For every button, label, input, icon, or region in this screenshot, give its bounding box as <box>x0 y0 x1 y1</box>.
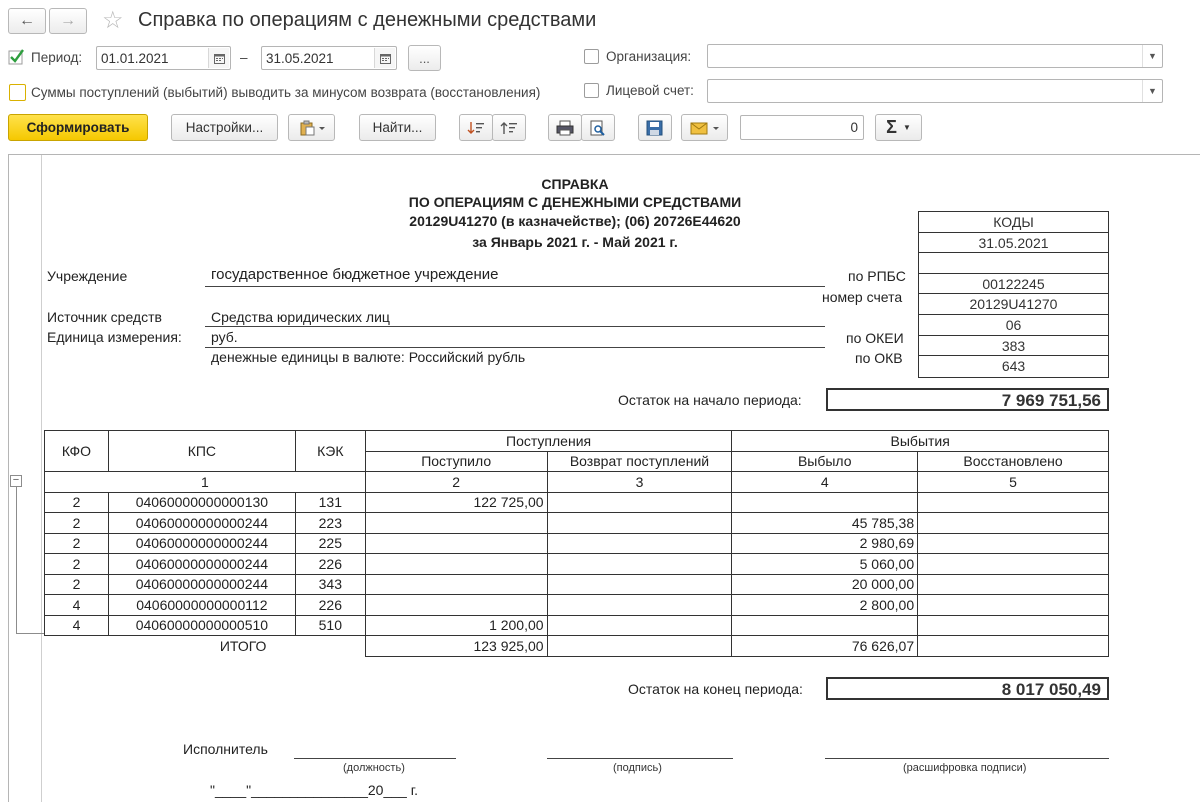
cell-spent <box>732 492 918 513</box>
calendar-icon[interactable] <box>208 48 229 68</box>
group-divider <box>41 155 42 802</box>
save-icon <box>646 120 664 136</box>
cell-restored <box>918 595 1109 616</box>
organization-label: Организация: <box>606 49 692 64</box>
back-button[interactable] <box>8 8 46 34</box>
cell-received <box>365 533 547 554</box>
find-button[interactable]: Найти... <box>359 114 436 141</box>
cell-spent <box>732 615 918 636</box>
settings-button[interactable]: Настройки... <box>171 114 278 141</box>
institution-value: государственное бюджетное учреждение <box>211 266 499 283</box>
codes-table <box>918 211 1109 378</box>
cell-received <box>365 574 547 595</box>
signature-caption: (подпись) <box>613 762 662 774</box>
code-account: 20129U41270 <box>919 294 1108 315</box>
operations-table <box>44 430 1109 657</box>
cell-kps: 04060000000000112 <box>108 595 295 616</box>
cell-kek: 343 <box>295 574 365 595</box>
cell-kfo: 2 <box>45 574 109 595</box>
check-icon <box>8 48 26 66</box>
chevron-down-icon[interactable]: ▼ <box>1142 45 1162 67</box>
code-okei: 383 <box>919 336 1108 357</box>
page-title: Справка по операциям с денежными средствами <box>138 9 597 31</box>
clipboard-icon <box>299 120 325 136</box>
chevron-down-icon[interactable]: ▼ <box>1142 80 1162 102</box>
code-date: 31.05.2021 <box>919 233 1108 254</box>
col-number: 3 <box>547 472 732 493</box>
header-return: Возврат поступлений <box>547 451 732 472</box>
table-row <box>45 595 1109 616</box>
cell-kfo: 2 <box>45 554 109 575</box>
report-title-3: 20129U41270 (в казначействе); (06) 20726E44620 <box>409 213 741 229</box>
account-label: Лицевой счет: <box>606 83 694 98</box>
send-email-button[interactable] <box>681 114 728 141</box>
total-return <box>547 636 732 657</box>
cell-received: 1 200,00 <box>365 615 547 636</box>
cell-kps: 04060000000000244 <box>108 513 295 534</box>
cell-kfo: 4 <box>45 615 109 636</box>
header-spent: Выбыло <box>732 451 918 472</box>
net-returns-checkbox[interactable] <box>9 84 26 101</box>
organization-checkbox[interactable] <box>584 49 599 64</box>
sum-button[interactable] <box>875 114 922 141</box>
cell-ret <box>547 615 732 636</box>
table-row <box>45 513 1109 534</box>
cell-kfo: 2 <box>45 533 109 554</box>
report-title-1: СПРАВКА <box>541 176 609 192</box>
cell-kek: 225 <box>295 533 365 554</box>
source-value: Средства юридических лиц <box>211 309 390 325</box>
period-select-button[interactable]: ... <box>408 45 441 71</box>
table-row <box>45 533 1109 554</box>
cell-restored <box>918 533 1109 554</box>
cell-spent: 45 785,38 <box>732 513 918 534</box>
print-preview-button[interactable] <box>581 114 615 141</box>
forward-button[interactable] <box>49 8 87 34</box>
generate-button[interactable]: Сформировать <box>8 114 148 141</box>
period-checkbox[interactable] <box>8 48 26 66</box>
unit-label: Единица измерения: <box>47 329 182 345</box>
calendar-icon[interactable] <box>374 48 395 68</box>
okei-label: по ОКЕИ <box>846 330 904 346</box>
net-returns-label: Суммы поступлений (выбытий) выводить за минусом возврата (восстановления) <box>31 85 541 100</box>
cell-kfo: 4 <box>45 595 109 616</box>
cell-restored <box>918 554 1109 575</box>
group-bracket <box>16 487 17 633</box>
cell-spent: 5 060,00 <box>732 554 918 575</box>
period-label: Период: <box>31 50 83 65</box>
favorite-star-icon[interactable]: ☆ <box>102 7 124 34</box>
group-bracket-end <box>16 633 44 634</box>
total-spent: 76 626,07 <box>732 636 918 657</box>
save-button[interactable] <box>638 114 672 141</box>
organization-input[interactable] <box>707 44 1163 68</box>
cell-restored <box>918 574 1109 595</box>
sort-descending-icon <box>500 120 518 136</box>
number-field[interactable]: 0 <box>740 115 864 140</box>
cell-spent: 20 000,00 <box>732 574 918 595</box>
date-separator: – <box>240 50 248 65</box>
date-to-input[interactable]: 31.05.2021 <box>261 46 397 70</box>
arrow-left-icon: ← <box>19 12 35 29</box>
header-kek: КЭК <box>295 431 365 472</box>
header-kps: КПС <box>108 431 295 472</box>
rpbs-label: по РПБС <box>848 268 906 284</box>
cell-ret <box>547 492 732 513</box>
cell-received <box>365 554 547 575</box>
unit-value: руб. <box>211 329 238 345</box>
cell-ret <box>547 554 732 575</box>
total-label: ИТОГО <box>219 638 267 654</box>
header-received: Поступило <box>365 451 547 472</box>
cell-ret <box>547 533 732 554</box>
position-caption: (должность) <box>343 762 405 774</box>
sigma-icon: Σ <box>886 117 897 137</box>
header-income: Поступления <box>365 431 732 452</box>
okv-label: по ОКВ <box>855 350 903 366</box>
col-number: 1 <box>45 472 366 493</box>
code-empty <box>919 253 1108 274</box>
table-row <box>45 554 1109 575</box>
sort-descending-button[interactable] <box>492 114 526 141</box>
arrow-right-icon: → <box>60 12 76 29</box>
currency-text: денежные единицы в валюте: Российский рубль <box>211 349 526 365</box>
print-preview-icon <box>589 120 607 136</box>
start-balance-value: 7 969 751,56 <box>826 388 1109 411</box>
chevron-down-icon: ▼ <box>902 123 911 132</box>
code-rpbs: 00122245 <box>919 274 1108 295</box>
cell-kek: 223 <box>295 513 365 534</box>
cell-kps: 04060000000000510 <box>108 615 295 636</box>
header-restored: Восстановлено <box>918 451 1109 472</box>
executor-label: Исполнитель <box>183 741 268 757</box>
cell-spent: 2 800,00 <box>732 595 918 616</box>
table-row <box>45 615 1109 636</box>
date-line: "____"_______________20___ г. <box>210 782 418 798</box>
sort-ascending-icon <box>467 120 485 136</box>
cell-kek: 510 <box>295 615 365 636</box>
total-restored <box>918 636 1109 657</box>
print-button[interactable] <box>548 114 582 141</box>
date-from-input[interactable]: 01.01.2021 <box>96 46 231 70</box>
cell-received: 122 725,00 <box>365 492 547 513</box>
cell-kfo: 2 <box>45 513 109 534</box>
cell-received <box>365 513 547 534</box>
cell-ret <box>547 574 732 595</box>
collapse-group-icon[interactable]: − <box>10 475 22 487</box>
cell-kek: 226 <box>295 595 365 616</box>
total-received: 123 925,00 <box>365 636 547 657</box>
source-label: Источник средств <box>47 309 162 325</box>
institution-label: Учреждение <box>47 268 128 284</box>
report-title-2: ПО ОПЕРАЦИЯМ С ДЕНЕЖНЫМИ СРЕДСТВАМИ <box>408 194 742 210</box>
cell-kek: 226 <box>295 554 365 575</box>
code-okv: 643 <box>1001 358 1026 375</box>
cell-kps: 04060000000000244 <box>108 554 295 575</box>
col-number: 2 <box>365 472 547 493</box>
account-number-label: номер счета <box>822 289 903 305</box>
cell-spent: 2 980,69 <box>732 533 918 554</box>
col-number: 4 <box>732 472 918 493</box>
cell-restored <box>918 615 1109 636</box>
start-balance-label: Остаток на начало периода: <box>618 392 802 408</box>
cell-restored <box>918 492 1109 513</box>
cell-ret <box>547 595 732 616</box>
cell-kps: 04060000000000130 <box>108 492 295 513</box>
decoding-caption: (расшифровка подписи) <box>903 762 1027 774</box>
variants-button[interactable] <box>288 114 335 141</box>
envelope-icon <box>690 120 720 136</box>
cell-kps: 04060000000000244 <box>108 533 295 554</box>
table-row <box>45 492 1109 513</box>
code-source: 06 <box>919 315 1108 336</box>
cell-kfo: 2 <box>45 492 109 513</box>
header-kfo: КФО <box>45 431 109 472</box>
cell-kek: 131 <box>295 492 365 513</box>
report-period: за Январь 2021 г. - Май 2021 г. <box>472 234 678 250</box>
codes-header: КОДЫ <box>919 212 1108 233</box>
account-input[interactable] <box>707 79 1163 103</box>
end-balance-value: 8 017 050,49 <box>826 677 1109 700</box>
cell-received <box>365 595 547 616</box>
end-balance-label: Остаток на конец периода: <box>628 681 803 697</box>
printer-icon <box>556 120 574 136</box>
account-checkbox[interactable] <box>584 83 599 98</box>
cell-restored <box>918 513 1109 534</box>
cell-ret <box>547 513 732 534</box>
header-outflow: Выбытия <box>732 431 1109 452</box>
cell-kps: 04060000000000244 <box>108 574 295 595</box>
col-number: 5 <box>918 472 1109 493</box>
sort-ascending-button[interactable] <box>459 114 493 141</box>
table-row <box>45 574 1109 595</box>
